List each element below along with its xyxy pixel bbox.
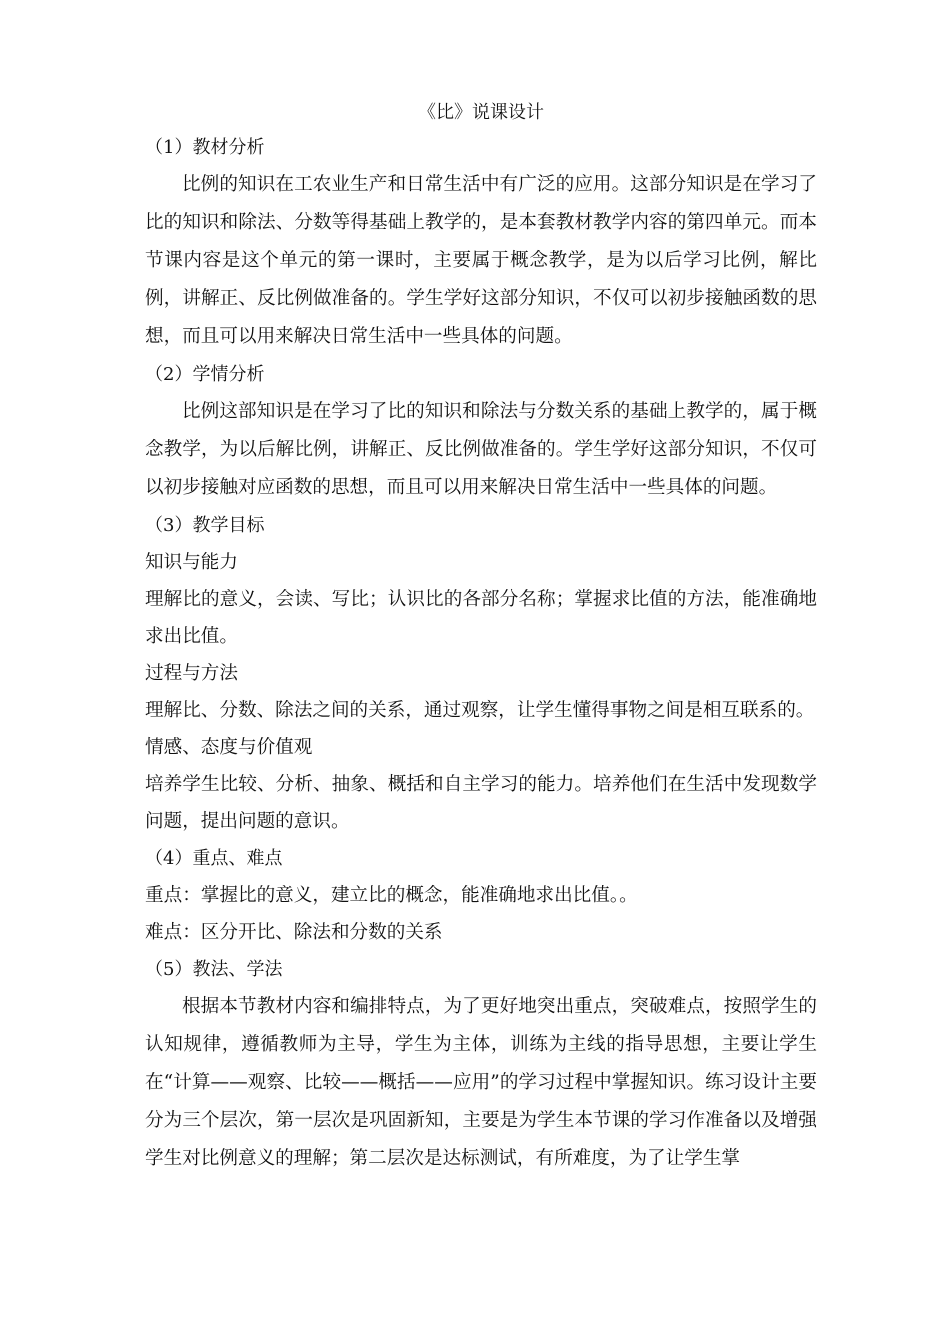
text-process-method: 理解比、分数、除法之间的关系，通过观察，让学生懂得事物之间是相互联系的。 — [145, 700, 815, 721]
subheading-emotion-values: 情感、态度与价值观 — [145, 737, 313, 758]
text-emotion-values: 培养学生比较、分析、抽象、概括和自主学习的能力。培养他们在生活中发现数学问题，提出问题的意识。 — [145, 774, 817, 832]
paragraph-methods: 根据本节教材内容和编排特点，为了更好地突出重点，突破难点，按照学生的认知规律，遵循教师为主导，学生为主体，训练为主线的指导思想，主要让学生在“计算——观察、比较——概括——应用”的学习过程中掌握知识。练习设计主要分为三个层次，第一层次是巩固新知，主要是为学生本节课的学习作准备以及增强学生对比例意义的理解；第二层次是达标测试，有所难度，为了让学生掌 — [145, 996, 817, 1169]
document-title: 《比》说课设计 — [418, 102, 544, 123]
section-heading-student-analysis: （2）学情分析 — [145, 364, 265, 385]
section-heading-textbook-analysis: （1）教材分析 — [145, 137, 265, 158]
paragraph-textbook-analysis: 比例的知识在工农业生产和日常生活中有广泛的应用。这部分知识是在学习了比的知识和除法、分数等得基础上教学的，是本套教材教学内容的第四单元。而本节课内容是这个单元的第一课时，主要属于概念教学，是为以后学习比例，解比例，讲解正、反比例做准备的。学生学好这部分知识，不仅可以初步接触函数的思想，而且可以用来解决日常生活中一些具体的问题。 — [145, 174, 817, 347]
text-knowledge-ability: 理解比的意义，会读、写比；认识比的各部分名称；掌握求比值的方法，能准确地求出比值。 — [145, 589, 817, 647]
text-key-point: 重点：掌握比的意义，建立比的概念，能准确地求出比值。。 — [145, 885, 638, 906]
subheading-knowledge-ability: 知识与能力 — [145, 552, 238, 573]
section-heading-teaching-goals: （3）教学目标 — [145, 515, 265, 536]
section-heading-methods: （5）教法、学法 — [145, 959, 283, 980]
text-difficult-point: 难点：区分开比、除法和分数的关系 — [145, 922, 443, 943]
paragraph-student-analysis: 比例这部知识是在学习了比的知识和除法与分数关系的基础上教学的，属于概念教学，为以后解比例，讲解正、反比例做准备的。学生学好这部分知识，不仅可以初步接触对应函数的思想，而且可以用来解决日常生活中一些具体的问题。 — [145, 401, 817, 498]
document-page — [145, 96, 817, 1178]
section-heading-key-points: （4）重点、难点 — [145, 848, 283, 869]
subheading-process-method: 过程与方法 — [145, 663, 238, 684]
